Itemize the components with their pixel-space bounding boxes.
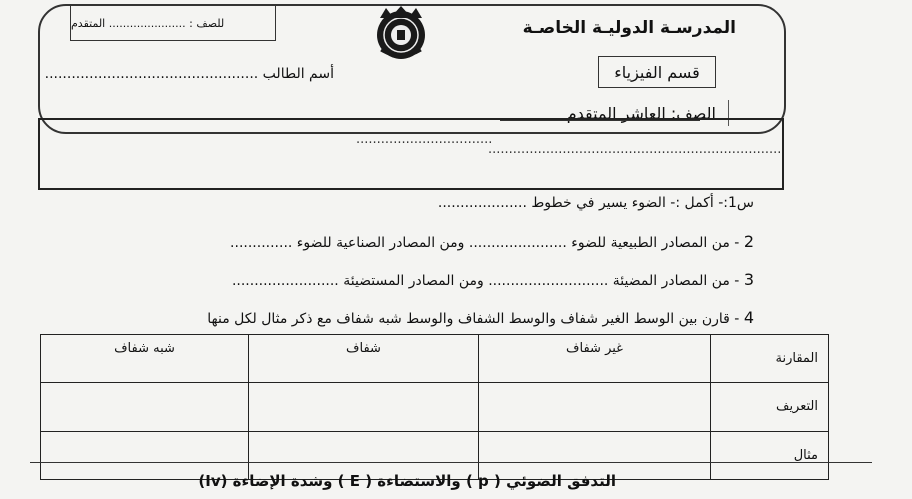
question-2-part-b: ومن المصادر الصناعية للضوء .............. (230, 235, 465, 251)
table-cell[interactable] (249, 383, 479, 431)
table-header: شفاف (249, 335, 479, 383)
row-label-definition: التعريف (711, 383, 829, 431)
class-field[interactable] (70, 5, 276, 41)
table-cell[interactable] (41, 383, 249, 431)
table-header: شبه شفاف (41, 335, 249, 383)
comparison-table (40, 334, 829, 480)
row-label-example: مثال (711, 431, 829, 479)
table-cell[interactable] (479, 383, 711, 431)
question-3-part-b: ومن المصادر المستضيئة ........................ (231, 273, 484, 289)
question-2 (230, 232, 754, 251)
question-3-number: 3 (743, 270, 754, 289)
question-2-number: 2 (743, 232, 754, 251)
grade-label: الصف: العاشر المتقدم (566, 104, 716, 123)
table-header: غير شفاف (479, 335, 711, 383)
question-1: س1:- أكمل :- الضوء يسير في خطوط .................... (437, 195, 754, 211)
question-2-part-a: - من المصادر الطبيعية للضوء ...................... (468, 235, 740, 251)
question-4 (207, 308, 754, 327)
name-dots-right: ....................................................................... (488, 142, 782, 157)
name-dots-left: ................................. (356, 132, 493, 147)
class-label: للصف : ...................... المتقدم (71, 16, 225, 30)
table-row (41, 383, 829, 431)
school-name: المدرسـة الدوليـة الخاصـة (522, 18, 736, 38)
footer-divider (30, 462, 872, 463)
school-logo-icon (372, 4, 430, 62)
table-header: المقارنة (711, 335, 829, 383)
question-3-part-a: - من المصادر المضيئة ........................... (488, 273, 740, 289)
question-4-number: 4 (743, 308, 754, 327)
department-box (598, 56, 716, 88)
question-3 (232, 270, 754, 289)
student-name-field[interactable]: أسم الطالب ................................................ (44, 66, 334, 82)
next-section-title: التدفق الضوئي ( p ) والاستضاءة ( E ) وشدة الإضاءة (Iv) (198, 472, 616, 490)
department-label: قسم الفيزياء (614, 62, 700, 82)
table-header-row (41, 335, 829, 383)
question-4-text: - قارن بين الوسط الغير شفاف والوسط الشفاف والوسط شبه شفاف مع ذكر مثال لكل منها (207, 311, 740, 327)
